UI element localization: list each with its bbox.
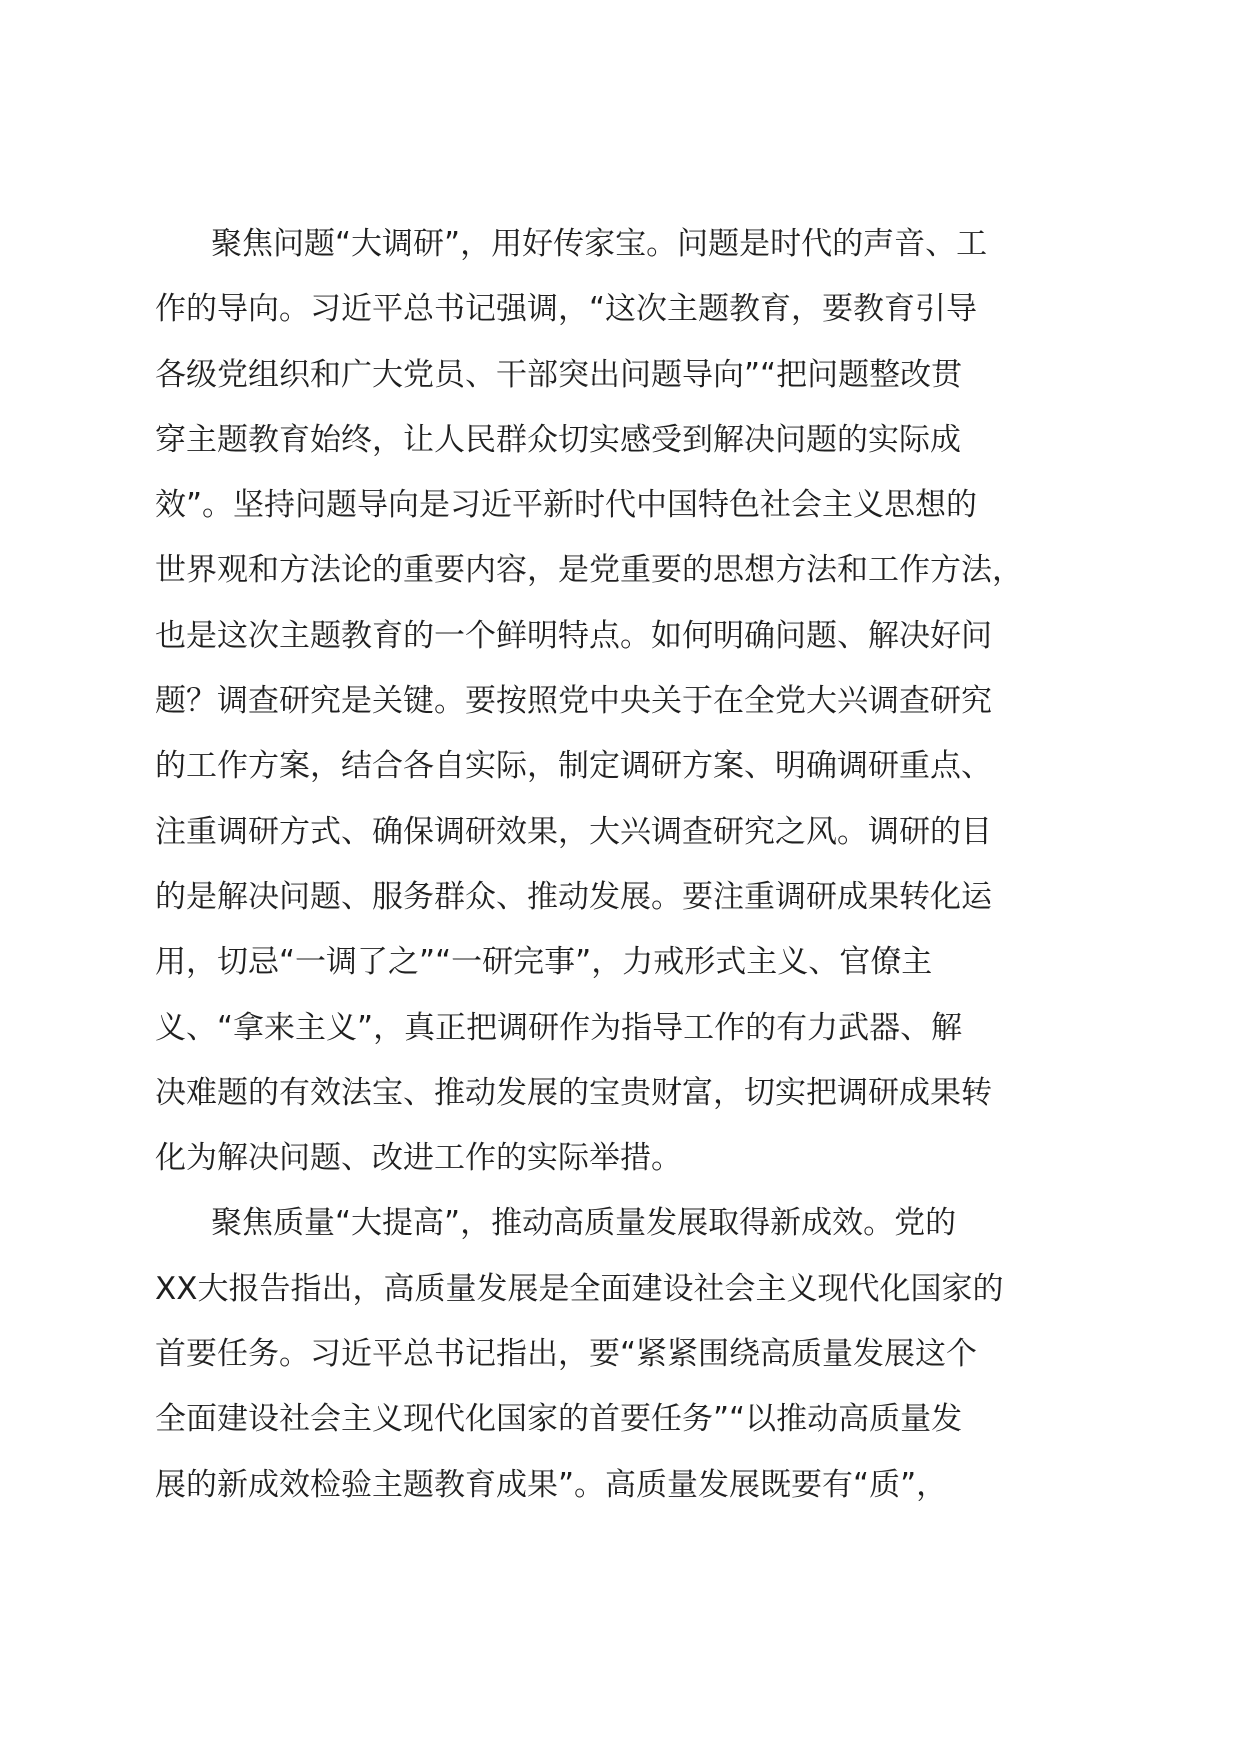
text-line-paragraph-2-start: 聚焦质量“大提高”，推动高质量发展取得新成效。党的 (211, 1205, 957, 1242)
body-text (155, 212, 1095, 1518)
text-line: 也是这次主题教育的一个鲜明特点。如何明确问题、解决好问 (155, 617, 992, 654)
text-line: 世界观和方法论的重要内容，是党重要的思想方法和工作方法， (155, 552, 1023, 589)
text-line: 全面建设社会主义现代化国家的首要任务”“以推动高质量发 (155, 1401, 963, 1438)
text-line: 注重调研方式、确保调研效果，大兴调查研究之风。调研的目 (155, 813, 992, 850)
text-line: 题？调查研究是关键。要按照党中央关于在全党大兴调查研究 (155, 683, 992, 720)
text-line: 穿主题教育始终，让人民群众切实感受到解决问题的实际成 (155, 421, 961, 458)
text-line: 的是解决问题、服务群众、推动发展。要注重调研成果转化运 (155, 878, 992, 915)
text-line: 决难题的有效法宝、推动发展的宝贵财富，切实把调研成果转 (155, 1074, 992, 1111)
text-line: 展的新成效检验主题教育成果”。高质量发展既要有“质”， (155, 1466, 948, 1503)
text-line: 作的导向。习近平总书记强调，“这次主题教育，要教育引导 (155, 291, 978, 328)
text-line: 用，切忌“一调了之”“一研完事”，力戒形式主义、官僚主 (155, 944, 933, 981)
text-line: 的工作方案，结合各自实际，制定调研方案、明确调研重点、 (155, 748, 992, 785)
text-line: 效”。坚持问题导向是习近平新时代中国特色社会主义思想的 (155, 487, 978, 524)
text-line: 化为解决问题、改进工作的实际举措。 (155, 1140, 682, 1177)
text-line: XX大报告指出，高质量发展是全面建设社会主义现代化国家的 (155, 1270, 1004, 1307)
text-line: 首要任务。习近平总书记指出，要“紧紧围绕高质量发展这个 (155, 1336, 978, 1373)
text-line: 义、“拿来主义”，真正把调研作为指导工作的有力武器、解 (155, 1009, 963, 1046)
text-line: 各级党组织和广大党员、干部突出问题导向”“把问题整改贯 (155, 356, 963, 393)
text-line-paragraph-1-start: 聚焦问题“大调研”，用好传家宝。问题是时代的声音、工 (211, 226, 988, 262)
